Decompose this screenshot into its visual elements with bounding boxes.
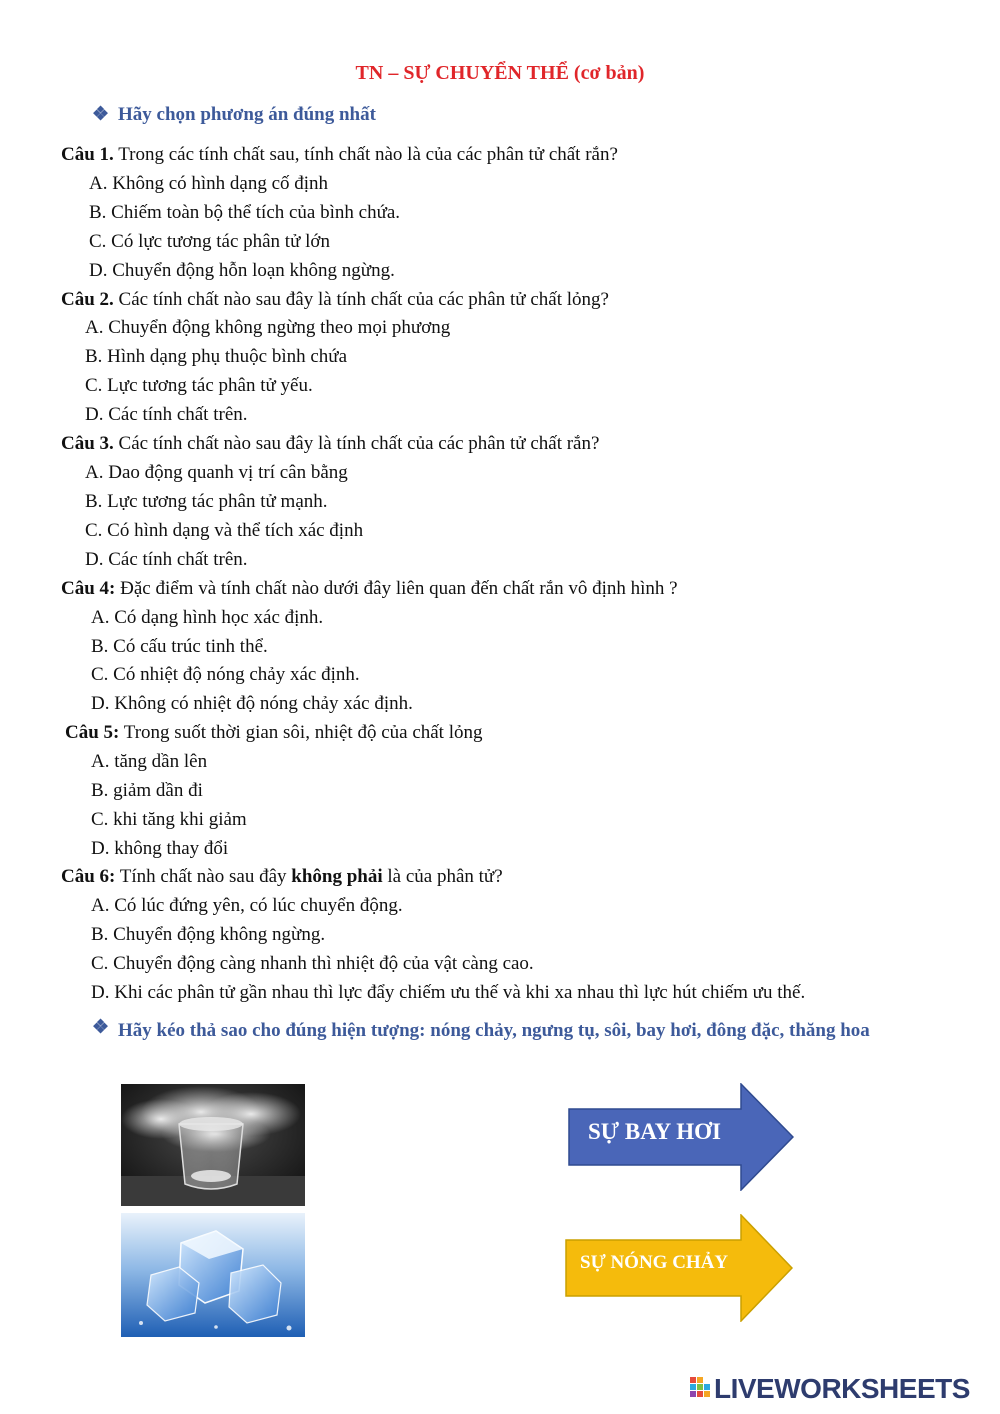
question-4	[61, 574, 678, 603]
drag-item-nong-chay-label: SỰ NÓNG CHẢY	[580, 1252, 729, 1273]
question-6-option-c[interactable]: C. Chuyển động càng nhanh thì nhiệt độ của vật càng cao.	[91, 953, 534, 974]
drag-item-bay-hoi-label: SỰ BAY HƠI	[588, 1119, 721, 1144]
question-6-text-before: Tính chất nào sau đây	[115, 866, 292, 887]
question-3-label: Câu 3.	[61, 433, 114, 454]
section-instruction-2-text: Hãy kéo thả sao cho đúng hiện tượng: nóng chảy, ngưng tụ, sôi, bay hơi, đông đặc, thăng hoa	[118, 1020, 870, 1041]
question-4-option-c[interactable]: C. Có nhiệt độ nóng chảy xác định.	[91, 664, 360, 685]
question-5-label: Câu 5:	[65, 722, 120, 743]
drag-item-nong-chay[interactable]	[565, 1214, 793, 1322]
question-1-label: Câu 1.	[61, 144, 114, 165]
question-5-option-d[interactable]: D. không thay đổi	[91, 838, 229, 859]
question-3-option-b[interactable]: B. Lực tương tác phân tử mạnh.	[85, 491, 328, 512]
question-5-option-a[interactable]: A. tăng dần lên	[91, 751, 208, 772]
question-6-text-after: là của phân tử?	[382, 866, 503, 887]
question-2-option-c[interactable]: C. Lực tương tác phân tử yếu.	[85, 375, 313, 396]
question-5-option-c[interactable]: C. khi tăng khi giảm	[91, 809, 247, 830]
question-2-label: Câu 2.	[61, 289, 114, 310]
question-6-text-bold: không phải	[291, 866, 383, 887]
question-4-option-b[interactable]: B. Có cấu trúc tinh thể.	[91, 636, 268, 657]
question-4-option-a[interactable]: A. Có dạng hình học xác định.	[91, 607, 324, 628]
question-2-option-a[interactable]: A. Chuyển động không ngừng theo mọi phương	[85, 317, 451, 338]
ice-cubes-image	[121, 1213, 305, 1337]
question-2-text: Các tính chất nào sau đây là tính chất của các phân tử chất lỏng?	[113, 289, 609, 310]
question-1	[61, 140, 618, 169]
section-instruction-1	[92, 100, 376, 129]
question-1-option-a[interactable]: A. Không có hình dạng cố định	[89, 173, 329, 194]
question-1-option-d[interactable]: D. Chuyển động hỗn loạn không ngừng.	[89, 260, 395, 281]
section-instruction-1-text: Hãy chọn phương án đúng nhất	[118, 104, 376, 125]
question-4-label: Câu 4:	[61, 578, 116, 599]
diamond-bullet-icon: ❖	[92, 1017, 110, 1038]
question-2-option-d[interactable]: D. Các tính chất trên.	[85, 404, 248, 425]
liveworksheets-text: LIVEWORKSHEETS	[714, 1373, 970, 1404]
question-6-label: Câu 6:	[61, 866, 116, 887]
question-3-option-d[interactable]: D. Các tính chất trên.	[85, 549, 248, 570]
diamond-bullet-icon: ❖	[92, 104, 110, 125]
question-1-option-b[interactable]: B. Chiếm toàn bộ thể tích của bình chứa.	[89, 202, 401, 223]
liveworksheets-brand	[690, 1374, 970, 1404]
question-4-text: Đặc điểm và tính chất nào dưới đây liên quan đến chất rắn vô định hình ?	[115, 578, 678, 599]
question-3-text: Các tính chất nào sau đây là tính chất của các phân tử chất rắn?	[113, 433, 600, 454]
question-3	[61, 429, 599, 458]
worksheet-title: TN – SỰ CHUYỂN THỂ (cơ bản)	[355, 62, 645, 84]
question-4-option-d[interactable]: D. Không có nhiệt độ nóng chảy xác định.	[91, 693, 413, 714]
liveworksheets-logo-icon	[690, 1377, 712, 1401]
question-3-option-a[interactable]: A. Dao động quanh vị trí cân bằng	[85, 462, 348, 483]
question-5-text: Trong suốt thời gian sôi, nhiệt độ của chất lỏng	[119, 722, 483, 743]
question-3-option-c[interactable]: C. Có hình dạng và thể tích xác định	[85, 520, 364, 541]
question-5	[65, 718, 483, 747]
question-1-option-c[interactable]: C. Có lực tương tác phân tử lớn	[89, 231, 330, 252]
smoking-glass-image	[121, 1084, 305, 1206]
question-1-text: Trong các tính chất sau, tính chất nào là của các phân tử chất rắn?	[113, 144, 618, 165]
question-2	[61, 285, 609, 314]
drag-item-bay-hoi[interactable]	[568, 1083, 794, 1191]
section-instruction-2	[92, 1016, 952, 1045]
question-6-option-a[interactable]: A. Có lúc đứng yên, có lúc chuyển động.	[91, 895, 403, 916]
question-6	[61, 862, 503, 891]
question-6-option-d[interactable]: D. Khi các phân tử gần nhau thì lực đẩy chiếm ưu thế và khi xa nhau thì lực hút chiếm ưu thế.	[91, 982, 806, 1003]
question-6-option-b[interactable]: B. Chuyển động không ngừng.	[91, 924, 326, 945]
question-2-option-b[interactable]: B. Hình dạng phụ thuộc bình chứa	[85, 346, 348, 367]
question-5-option-b[interactable]: B. giảm dần đi	[91, 780, 203, 801]
